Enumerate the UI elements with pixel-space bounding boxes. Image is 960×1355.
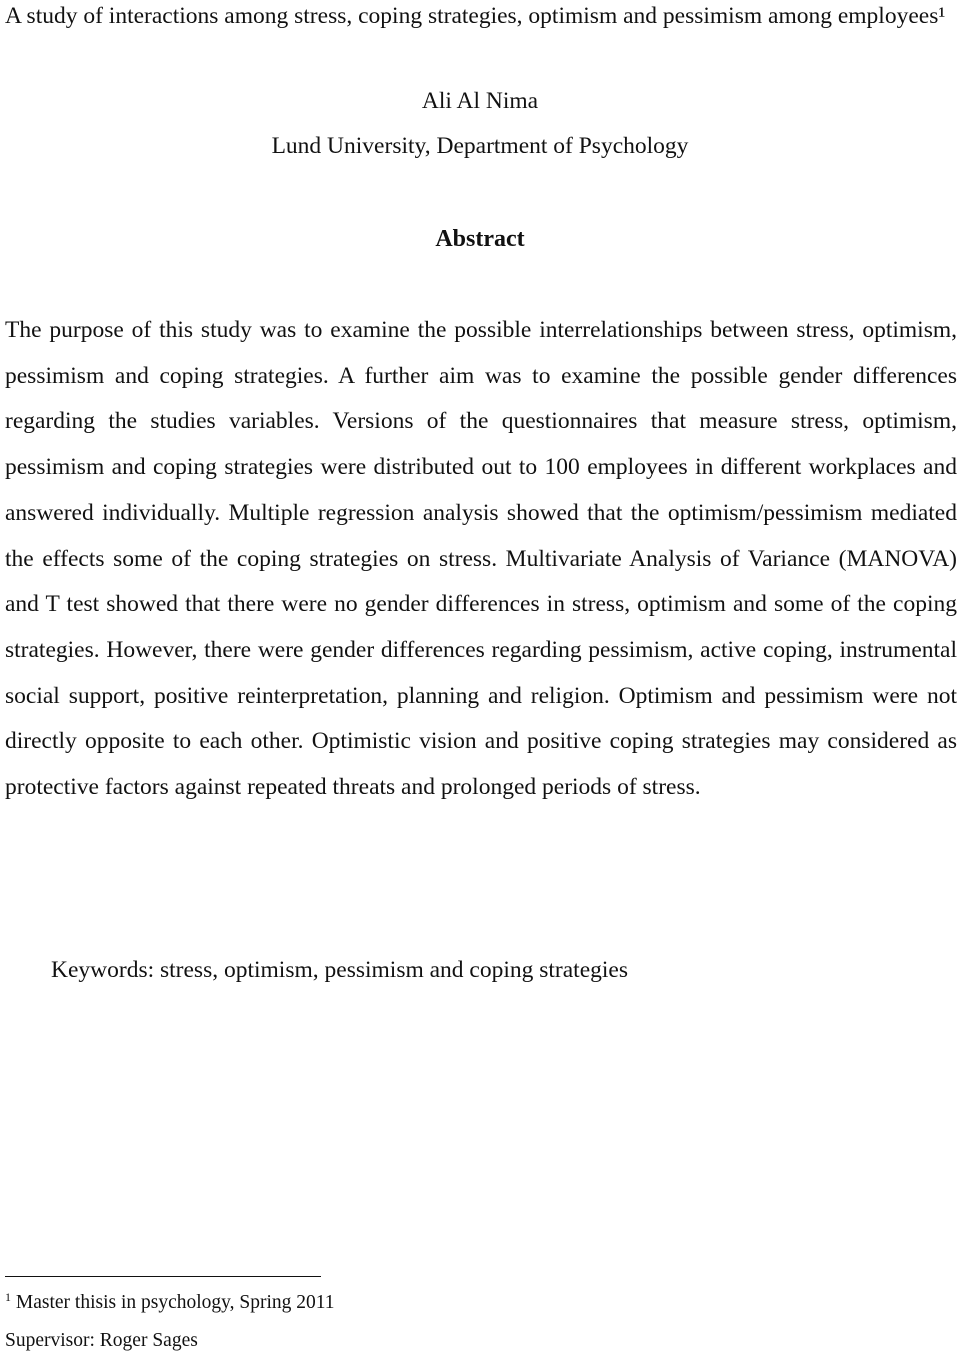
footnote: [5, 1290, 335, 1316]
footnote-text: Master thisis in psychology, Spring 2011: [11, 1292, 335, 1313]
author-affiliation: Lund University, Department of Psychology: [271, 133, 689, 159]
abstract-heading: Abstract: [435, 226, 525, 252]
paper-title: A study of interactions among stress, coping strategies, optimism and pessimism among employees¹: [5, 3, 946, 29]
supervisor-line: Supervisor: Roger Sages: [5, 1330, 198, 1351]
footnote-marker: 1: [5, 1290, 11, 1304]
author-name: Ali Al Nima: [421, 88, 539, 114]
abstract-body: The purpose of this study was to examine the possible interrelationships between stress, optimism, pessimism and coping strategies. A further aim was to examine the possible gender differences regarding the studies variables. Versions of the questionnaires that measure stress, optimism, pessimism and coping strategies were distributed out to 100 employees in different workplaces and answered individually. Multiple regression analysis showed that the optimism/pessimism mediated the effects some of the coping strategies on stress. Multivariate Analysis of Variance (MANOVA) and T test showed that there were no gender differences in stress, optimism and some of the coping strategies. However, there were gender differences regarding pessimism, active coping, instrumental social support, positive reinterpretation, planning and religion. Optimism and pessimism were not directly opposite to each other. Optimistic vision and positive coping strategies may considered as protective factors against repeated threats and prolonged periods of stress.: [5, 317, 957, 801]
footnote-divider: [5, 1276, 321, 1277]
keywords-line: Keywords: stress, optimism, pessimism and coping strategies: [51, 957, 629, 983]
